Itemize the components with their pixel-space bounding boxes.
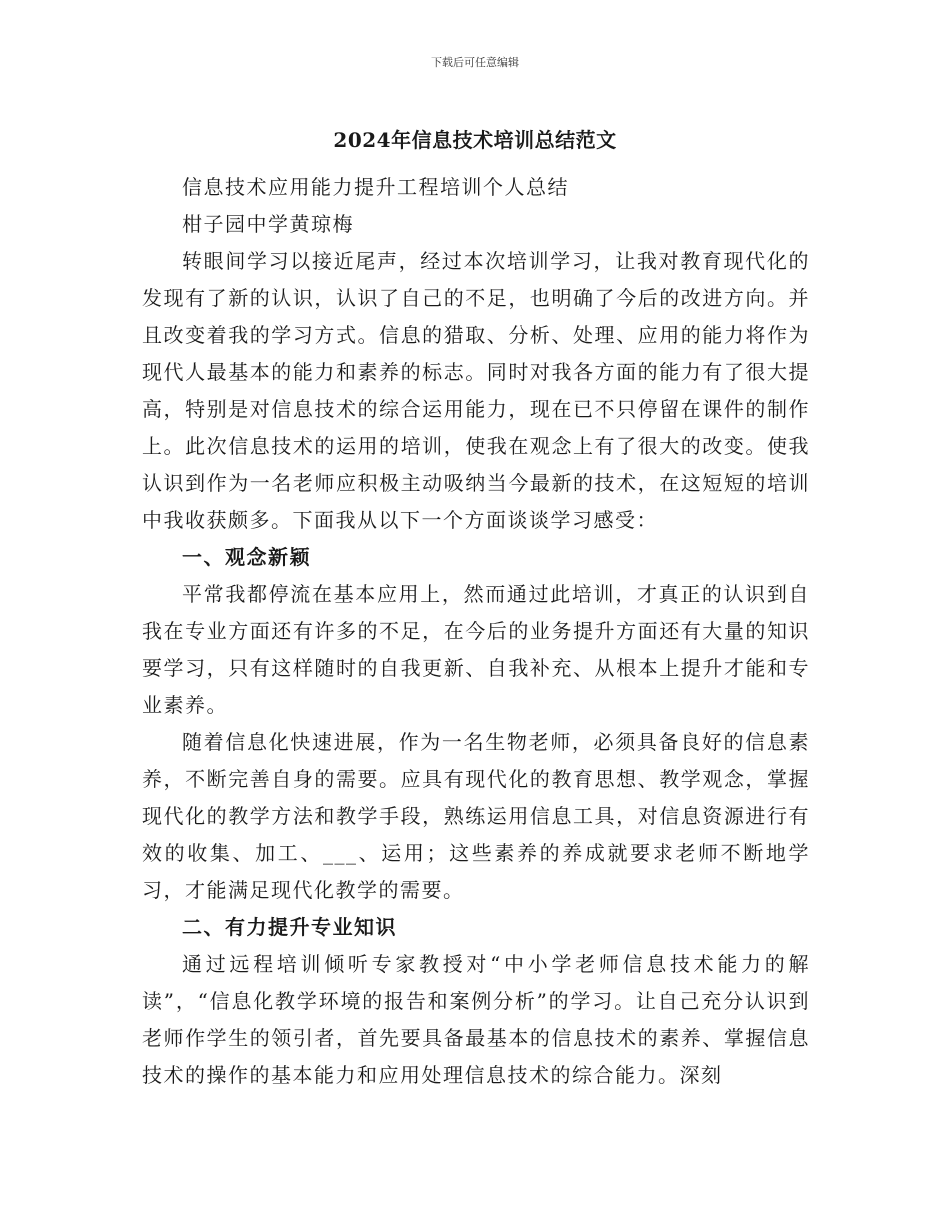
section-heading-1: 一、观念新颖 <box>182 545 311 569</box>
paragraph: 随着信息化快速进展，作为一名生物老师，必须具备良好的信息素养，不断完善自身的需要。应具有现代化的教育思想、教学观念，掌握现代化的教学方法和教学手段，熟练运用信息工具，对信息资源进行有效的收集、加工、___、运用；这些素养的养成就要求老师不断地学习，才能满足现代化教学的需要。 <box>142 730 810 902</box>
paragraph: 通过远程培训倾听专家教授对“中小学老师信息技术能力的解读”，“信息化教学环境的报告和案例分析”的学习。让自己充分认识到老师作学生的领引者，首先要具备最基本的信息技术的素养、掌握信息技术的操作的基本能力和应用处理信息技术的综合能力。深刻 <box>142 952 810 1087</box>
document-body <box>142 169 810 1094</box>
paragraph: 平常我都停流在基本应用上，然而通过此培训，才真正的认识到自我在专业方面还有许多的不足，在今后的业务提升方面还有大量的知识要学习，只有这样随时的自我更新、自我补充、从根本上提升才能和专业素养。 <box>142 582 810 717</box>
author-line: 柑子园中学黄琼梅 <box>182 212 354 236</box>
subtitle: 信息技术应用能力提升工程培训个人总结 <box>182 175 569 199</box>
header-note: 下载后可任意编辑 <box>431 56 519 69</box>
document-title: 2024年信息技术培训总结范文 <box>333 128 617 152</box>
section-heading-2: 二、有力提升专业知识 <box>182 915 397 939</box>
paragraph-intro: 转眼间学习以接近尾声，经过本次培训学习，让我对教育现代化的发现有了新的认识，认识了自己的不足，也明确了今后的改进方向。并且改变着我的学习方式。信息的猎取、分析、处理、应用的能力将作为现代人最基本的能力和素养的标志。同时对我各方面的能力有了很大提高，特别是对信息技术的综合运用能力，现在已不只停留在课件的制作上。此次信息技术的运用的培训，使我在观念上有了很大的改变。使我认识到作为一名老师应积极主动吸纳当今最新的技术，在这短短的培训中我收获颇多。下面我从以下一个方面谈谈学习感受： <box>142 249 810 532</box>
